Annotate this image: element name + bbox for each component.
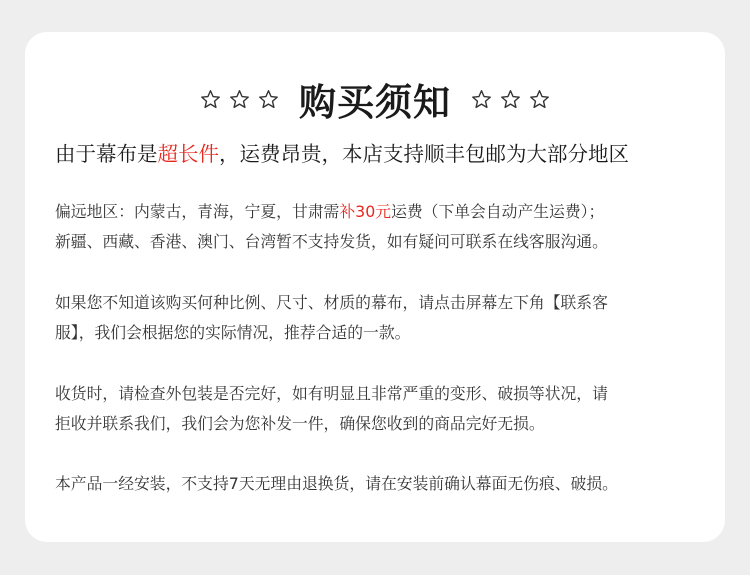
- remote-areas-line-2: 新疆、西藏、香港、澳门、台湾暂不支持发货，如有疑问可联系在线客服沟通。: [55, 232, 608, 251]
- purchase-notice-card: [25, 32, 725, 542]
- subtitle-before: 由于幕布是: [55, 142, 158, 166]
- subtitle-highlight: 超长件: [157, 142, 219, 166]
- star-outline-icon: [200, 89, 221, 110]
- subtitle-after: ，运费昂贵，本店支持顺丰包邮为大部分地区: [219, 142, 629, 166]
- star-outline-icon: [258, 89, 279, 110]
- returns-paragraph: [55, 469, 705, 499]
- star-outline-icon: [500, 89, 521, 110]
- right-stars: [471, 89, 550, 110]
- page-title: 购买须知: [299, 81, 451, 124]
- remote-areas-text: 偏远地区：内蒙古，青海，宁夏，甘肃需: [55, 202, 340, 221]
- receiving-line-1: 收货时，请检查外包装是否完好，如有明显且非常严重的变形、破损等状况，请: [55, 384, 608, 403]
- receiving-line-2: 拒收并联系我们，我们会为您补发一件，确保您收到的商品完好无损。: [55, 414, 545, 433]
- receiving-paragraph: [55, 379, 705, 439]
- sizing-line-2: 服】，我们会根据您的实际情况，推荐合适的一款。: [55, 323, 411, 342]
- surcharge-highlight: 补30元: [339, 202, 392, 221]
- remote-areas-line-1: [55, 197, 705, 227]
- sizing-line-1: 如果您不知道该购买何种比例、尺寸、材质的幕布，请点击屏幕左下角【联系客: [55, 293, 608, 312]
- remote-areas-paragraph: [55, 197, 705, 257]
- remote-areas-text-after: 运费（下单会自动产生运费）；: [391, 202, 605, 221]
- star-outline-icon: [471, 89, 492, 110]
- left-stars: [200, 89, 279, 110]
- returns-line-1: 本产品一经安装，不支持7天无理由退换货，请在安装前确认幕面无伤痕、破损。: [55, 474, 618, 493]
- title-row: [25, 74, 725, 124]
- shipping-subtitle: [55, 140, 705, 168]
- sizing-paragraph: [55, 288, 705, 348]
- star-outline-icon: [229, 89, 250, 110]
- star-outline-icon: [529, 89, 550, 110]
